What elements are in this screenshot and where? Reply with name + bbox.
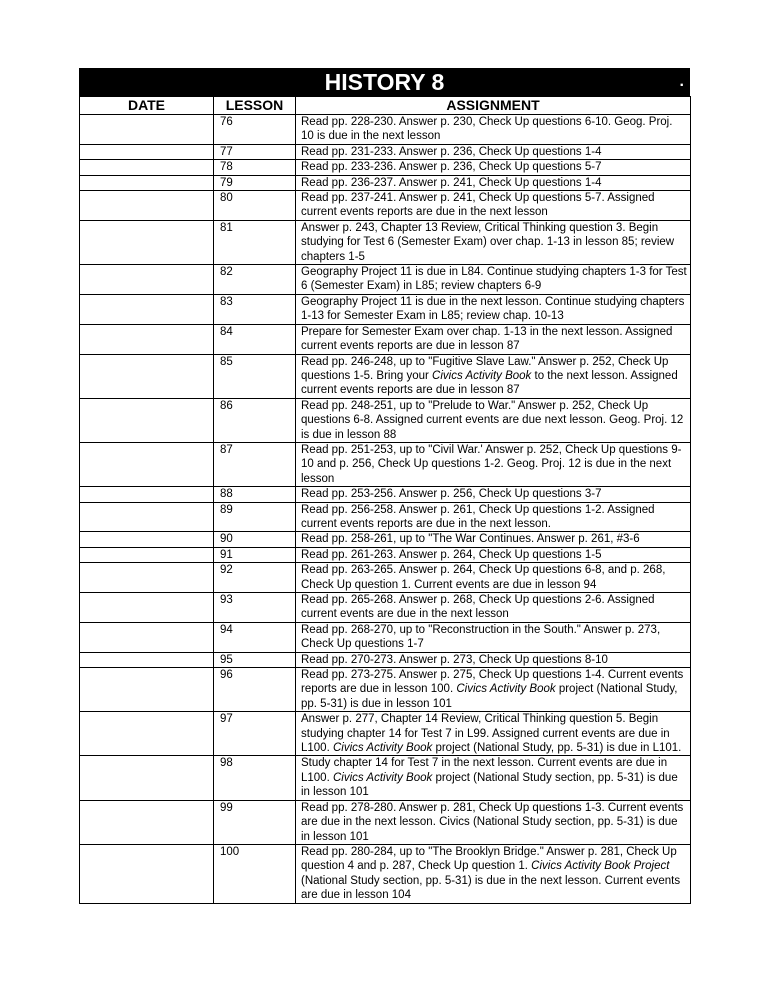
assignment-sheet	[79, 68, 690, 904]
table-row	[80, 668, 691, 712]
assignment-cell	[296, 487, 691, 502]
date-cell[interactable]	[80, 115, 214, 145]
assignment-text: Read pp. 273-275. Answer p. 275, Check Up questions 1-4. Current events reports are due in lesson 100.	[301, 669, 684, 696]
date-cell[interactable]	[80, 265, 214, 295]
assignment-text: Read pp. 280-284, up to "The Brooklyn Bridge." Answer p. 281, Check Up question 4 and p. 287, Check Up question 1.	[301, 845, 677, 873]
date-cell[interactable]	[80, 294, 214, 324]
date-cell[interactable]	[80, 442, 214, 486]
assignment-text: Read pp. 231-233. Answer p. 236, Check Up questions 1-4	[301, 145, 602, 158]
date-cell[interactable]	[80, 712, 214, 756]
assignment-text-italic: Civics Activity Book	[432, 369, 532, 382]
lesson-cell: 90	[214, 532, 296, 547]
table-row	[80, 144, 691, 159]
table-row	[80, 756, 691, 800]
date-cell[interactable]	[80, 160, 214, 175]
assignment-cell	[296, 144, 691, 159]
assignment-cell	[296, 502, 691, 532]
lesson-cell: 86	[214, 398, 296, 442]
title-bar	[79, 68, 690, 96]
date-cell[interactable]	[80, 800, 214, 844]
assignment-text: Read pp. 251-253, up to "Civil War.' Answer p. 252, Check Up questions 9-10 and p. 256, Check Up questions 1-2. Geog. Proj. 12 is due in the next lesson	[301, 443, 682, 485]
assignment-text: Prepare for Semester Exam over chap. 1-13 in the next lesson. Assigned current events reports are due in lesson 87	[301, 325, 673, 353]
table-row	[80, 324, 691, 354]
lesson-header: LESSON	[214, 97, 296, 115]
lesson-cell: 96	[214, 668, 296, 712]
date-cell[interactable]	[80, 563, 214, 593]
table-row	[80, 354, 691, 398]
table-row	[80, 502, 691, 532]
date-cell[interactable]	[80, 144, 214, 159]
assignment-cell	[296, 532, 691, 547]
date-cell[interactable]	[80, 191, 214, 221]
lesson-cell: 89	[214, 502, 296, 532]
assignment-text: Geography Project 11 is due in the next lesson. Continue studying chapters 1-13 for Semester Exam in L85; review chap. 10-13	[301, 295, 685, 323]
table-row	[80, 398, 691, 442]
assignment-text: Read pp. 278-280. Answer p. 281, Check Up questions 1-3. Current events are due in the next lesson. Civics (National Study section, pp. 5-31) is due in lesson 101	[301, 801, 684, 843]
assignment-text: Read pp. 265-268. Answer p. 268, Check Up questions 2-6. Assigned current events are due in the next lesson	[301, 594, 655, 621]
table-row	[80, 652, 691, 667]
assignment-text-italic: Civics Activity Book	[332, 742, 433, 755]
header-row	[80, 97, 691, 115]
assignment-cell	[296, 844, 691, 903]
date-cell[interactable]	[80, 668, 214, 712]
lesson-cell: 84	[214, 324, 296, 354]
title-mark: .	[679, 73, 684, 90]
table-row	[80, 191, 691, 221]
table-row	[80, 800, 691, 844]
assignment-text: Read pp. 263-265. Answer p. 264, Check Up questions 6-8, and p. 268, Check Up question 1. Current events are due in lesson 94	[301, 564, 666, 591]
lesson-cell: 85	[214, 354, 296, 398]
lesson-cell: 79	[214, 175, 296, 190]
date-cell[interactable]	[80, 354, 214, 398]
date-cell[interactable]	[80, 324, 214, 354]
table-row	[80, 487, 691, 502]
lesson-cell: 100	[214, 844, 296, 903]
date-cell[interactable]	[80, 593, 214, 623]
page-title: HISTORY 8	[324, 69, 445, 95]
assignment-text: Read pp. 248-251, up to "Prelude to War." Answer p. 252, Check Up questions 6-8. Assigned current events are due next lesson. Geog. Proj. 12 is due in lesson 88	[301, 399, 684, 441]
date-cell[interactable]	[80, 547, 214, 562]
assignment-text: Study chapter 14 for Test 7 in the next lesson. Current events are due in L100.	[301, 757, 668, 784]
assignment-cell	[296, 115, 691, 145]
table-row	[80, 442, 691, 486]
assignment-text: Read pp. 253-256. Answer p. 256, Check Up questions 3-7	[301, 488, 602, 501]
table-row	[80, 622, 691, 652]
assignment-text: Answer p. 277, Chapter 14 Review, Critical Thinking question 5. Begin studying chapter 14 for Test 7 in L99. Assigned current events are due in L100.	[301, 713, 670, 755]
assignment-text: Read pp. 261-263. Answer p. 264, Check Up questions 1-5	[301, 548, 602, 561]
date-cell[interactable]	[80, 398, 214, 442]
table-row	[80, 160, 691, 175]
table-row	[80, 844, 691, 903]
assignment-text: project (National Study, pp. 5-31) is due in lesson 101	[301, 683, 678, 710]
assignment-text-italic: Civics Activity Book	[456, 683, 556, 696]
assignment-header: ASSIGNMENT	[296, 97, 691, 115]
assignment-text-italic: Civics Activity Book Project	[531, 860, 670, 873]
lesson-cell: 80	[214, 191, 296, 221]
lesson-cell: 88	[214, 487, 296, 502]
table-row	[80, 115, 691, 145]
assignment-text-italic: Civics Activity Book	[332, 771, 433, 784]
assignment-cell	[296, 563, 691, 593]
assignment-cell	[296, 712, 691, 756]
lesson-cell: 83	[214, 294, 296, 324]
lesson-cell: 78	[214, 160, 296, 175]
lesson-cell: 77	[214, 144, 296, 159]
table-row	[80, 532, 691, 547]
assignment-cell	[296, 756, 691, 800]
lesson-cell: 81	[214, 220, 296, 264]
table-row	[80, 547, 691, 562]
assignment-cell	[296, 175, 691, 190]
date-cell[interactable]	[80, 487, 214, 502]
lesson-cell: 93	[214, 593, 296, 623]
table-row	[80, 563, 691, 593]
lesson-cell: 92	[214, 563, 296, 593]
assignment-text: project (National Study, pp. 5-31) is due in L101.	[432, 742, 682, 755]
table-row	[80, 265, 691, 295]
assignment-cell	[296, 220, 691, 264]
assignment-text: Read pp. 228-230. Answer p. 230, Check Up questions 6-10. Geog. Proj. 10 is due in the next lesson	[301, 116, 673, 143]
date-cell[interactable]	[80, 220, 214, 264]
lesson-cell: 91	[214, 547, 296, 562]
assignment-cell	[296, 593, 691, 623]
assignment-cell	[296, 398, 691, 442]
date-cell[interactable]	[80, 175, 214, 190]
assignment-cell	[296, 442, 691, 486]
date-cell[interactable]	[80, 622, 214, 652]
assignment-cell	[296, 668, 691, 712]
assignment-cell	[296, 265, 691, 295]
table-row	[80, 593, 691, 623]
assignment-text: Read pp. 268-270, up to "Reconstruction in the South." Answer p. 273, Check Up questions 1-7	[301, 623, 661, 651]
assignment-text: Read pp. 246-248, up to "Fugitive Slave Law." Answer p. 252, Check Up questions 1-5. Bring your	[301, 355, 669, 382]
assignment-cell	[296, 547, 691, 562]
assignment-text: Read pp. 258-261, up to "The War Continues. Answer p. 261, #3-6	[301, 533, 640, 546]
table-row	[80, 712, 691, 756]
assignment-table	[79, 96, 691, 904]
lesson-cell: 82	[214, 265, 296, 295]
lesson-cell: 99	[214, 800, 296, 844]
assignment-cell	[296, 294, 691, 324]
date-cell[interactable]	[80, 532, 214, 547]
assignment-text: Read pp. 256-258. Answer p. 261, Check Up questions 1-2. Assigned current events reports are due in the next lesson.	[301, 503, 655, 530]
table-row	[80, 175, 691, 190]
assignment-text: to the next lesson. Assigned current events reports are due in lesson 87	[301, 369, 678, 397]
assignment-rows	[80, 115, 691, 904]
date-cell[interactable]	[80, 844, 214, 903]
assignment-text: Read pp. 237-241. Answer p. 241, Check Up questions 5-7. Assigned current events reports are due in the next lesson	[301, 192, 655, 219]
assignment-cell	[296, 160, 691, 175]
assignment-text: Read pp. 270-273. Answer p. 273, Check Up questions 8-10	[301, 653, 608, 666]
lesson-cell: 94	[214, 622, 296, 652]
assignment-cell	[296, 324, 691, 354]
assignment-text: Read pp. 236-237. Answer p. 241, Check Up questions 1-4	[301, 176, 602, 189]
date-header: DATE	[80, 97, 214, 115]
lesson-cell: 97	[214, 712, 296, 756]
lesson-cell: 98	[214, 756, 296, 800]
assignment-text: (National Study section, pp. 5-31) is due in the next lesson. Current events are due in lesson 104	[301, 874, 681, 902]
assignment-cell	[296, 652, 691, 667]
assignment-cell	[296, 191, 691, 221]
assignment-text: Geography Project 11 is due in L84. Continue studying chapters 1-3 for Test 6 (Semester Exam) in L85; review chapters 6-9	[301, 266, 687, 293]
table-row	[80, 220, 691, 264]
assignment-text: Answer p. 243, Chapter 13 Review, Critical Thinking question 3. Begin studying for Test 6 (Semester Exam) over chap. 1-13 in lesson 85; review chapters 1-5	[301, 221, 675, 263]
lesson-cell: 76	[214, 115, 296, 145]
table-row	[80, 294, 691, 324]
lesson-cell: 95	[214, 652, 296, 667]
date-cell[interactable]	[80, 652, 214, 667]
assignment-cell	[296, 800, 691, 844]
assignment-text: Read pp. 233-236. Answer p. 236, Check Up questions 5-7	[301, 161, 602, 174]
assignment-cell	[296, 622, 691, 652]
date-cell[interactable]	[80, 502, 214, 532]
date-cell[interactable]	[80, 756, 214, 800]
assignment-text: project (National Study section, pp. 5-31) is due in lesson 101	[301, 771, 678, 799]
lesson-cell: 87	[214, 442, 296, 486]
assignment-cell	[296, 354, 691, 398]
